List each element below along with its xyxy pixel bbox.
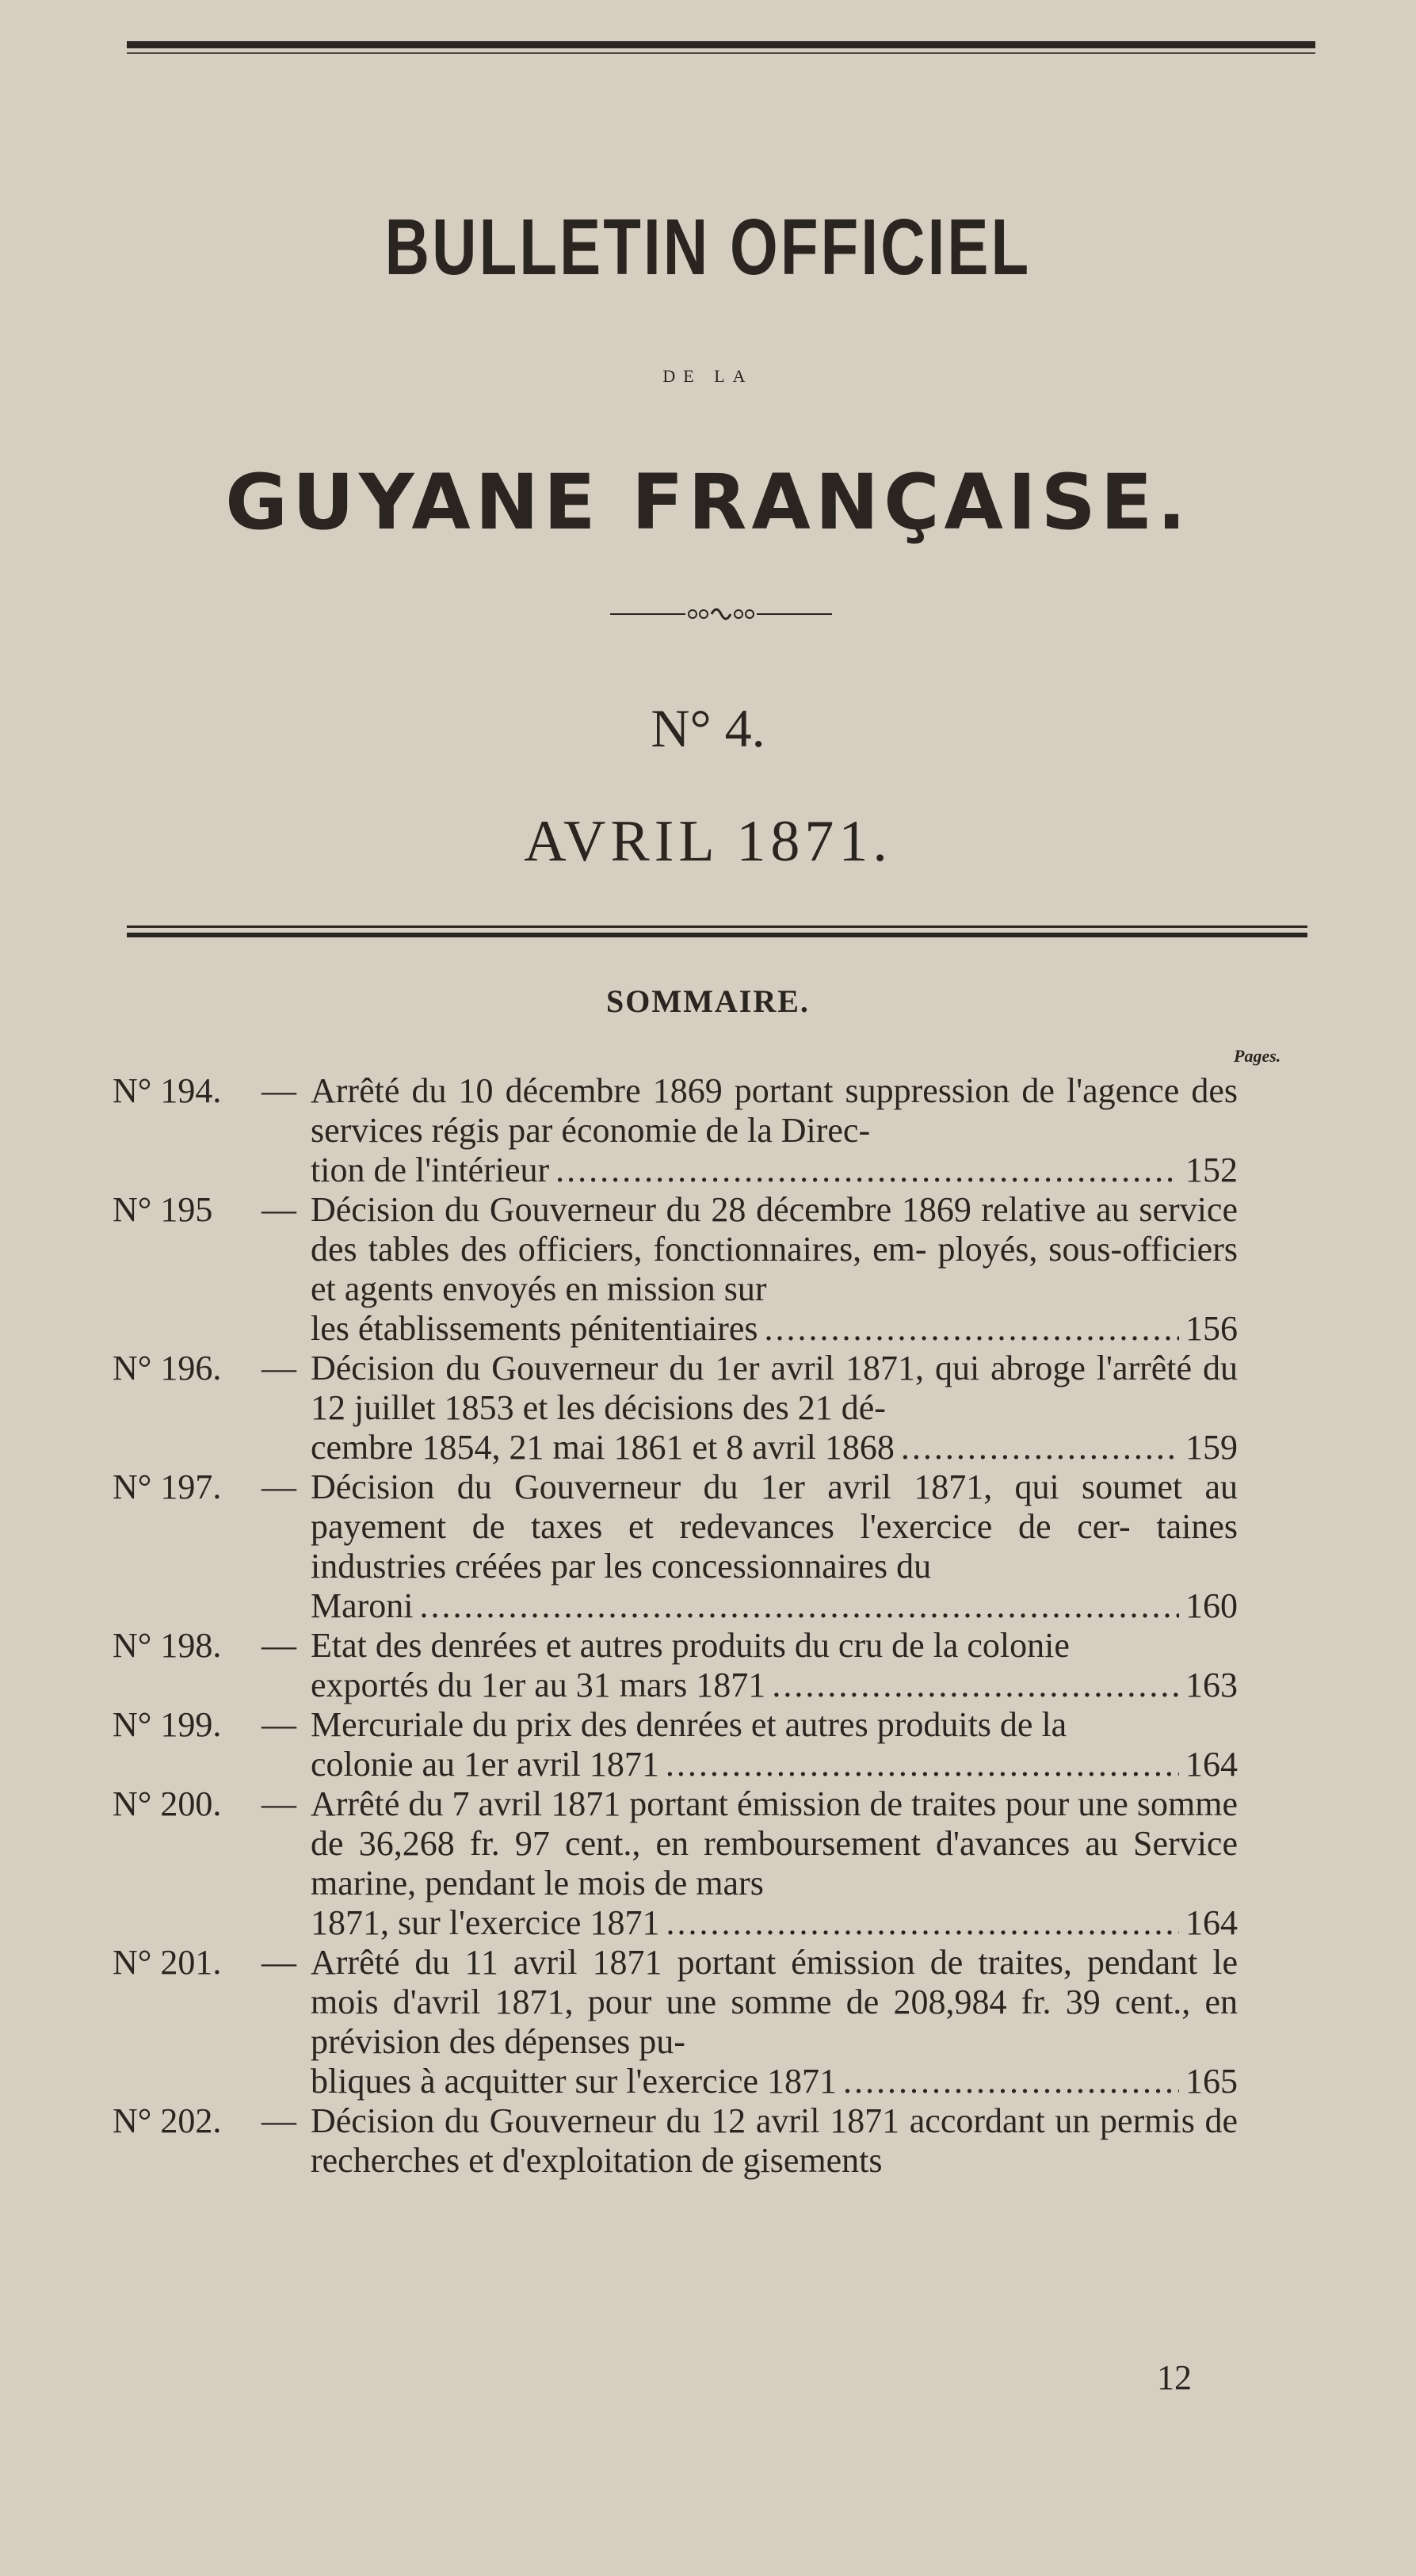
entry-page: 156: [1185, 1309, 1238, 1348]
dot-leader: [666, 1903, 1179, 1943]
entry-number: N° 194.: [113, 1071, 222, 1110]
entry-last-line: tion de l'intérieur: [311, 1151, 550, 1189]
pages-column-label: Pages.: [1234, 1046, 1281, 1066]
entry-number: N° 198.: [113, 1626, 222, 1665]
entry-last-line: Maroni: [311, 1586, 414, 1625]
list-item: [0, 1943, 1416, 2101]
page-folio: 12: [1157, 2358, 1192, 2397]
list-item: [0, 1349, 1416, 1467]
dot-leader: [901, 1428, 1179, 1467]
colony-name: GUYANE FRANÇAISE.: [225, 458, 1191, 547]
list-item: [0, 2101, 1416, 2181]
entry-number: N° 196.: [113, 1349, 222, 1387]
sommaire-list: [0, 1071, 1416, 2181]
entry-dash: —: [261, 1705, 296, 1744]
entry-number: N° 202.: [113, 2101, 222, 2140]
entry-last-line: cembre 1854, 21 mai 1861 et 8 avril 1868: [311, 1428, 895, 1467]
entry-body: Mercuriale du prix des denrées et autres produits de la: [311, 1705, 1067, 1744]
dot-leader: [555, 1151, 1179, 1190]
dot-leader: [420, 1586, 1179, 1626]
entry-dash: —: [261, 1071, 296, 1110]
entry-body: Arrêté du 10 décembre 1869 portant suppression de l'agence des services régis par économie de la Direc-: [311, 1071, 1238, 1150]
bulletin-subtitle: DE LA: [662, 366, 754, 386]
middle-double-rule: [127, 925, 1307, 937]
entry-dash: —: [261, 1943, 296, 1982]
list-item: [0, 1626, 1416, 1705]
sommaire-heading: SOMMAIRE.: [606, 983, 810, 1019]
entry-body: Décision du Gouverneur du 12 avril 1871 accordant un permis de recherches et d'exploitation de gisements: [311, 2101, 1238, 2180]
entry-page: 165: [1185, 2062, 1238, 2101]
entry-page: 159: [1185, 1428, 1238, 1467]
entry-number: N° 201.: [113, 1943, 222, 1982]
issue-number: N° 4.: [651, 698, 765, 758]
entry-body: Etat des denrées et autres produits du cru de la colonie: [311, 1626, 1070, 1665]
entry-dash: —: [261, 1626, 296, 1665]
issue-date: AVRIL 1871.: [524, 809, 892, 874]
entry-number: N° 200.: [113, 1784, 222, 1823]
entry-number: N° 195: [113, 1190, 213, 1229]
entry-body: Arrêté du 7 avril 1871 portant émission de traites pour une somme de 36,268 fr. 97 cent., en remboursement d'avances au Service marine, pendant le mois de mars: [311, 1784, 1238, 1902]
entry-body: Décision du Gouverneur du 28 décembre 1869 relative au service des tables des officiers, fonctionnaires, em- ployés, sous-officiers et agents envoyés en mission sur: [311, 1190, 1238, 1308]
entry-last-line: colonie au 1er avril 1871: [311, 1745, 659, 1784]
ornament-divider: [610, 602, 832, 626]
entry-dash: —: [261, 1349, 296, 1387]
dot-leader: [765, 1309, 1179, 1349]
dot-leader: [772, 1666, 1179, 1705]
entry-page: 163: [1185, 1666, 1238, 1704]
list-item: [0, 1784, 1416, 1943]
entry-dash: —: [261, 1467, 296, 1506]
entry-page: 152: [1185, 1151, 1238, 1189]
entry-dash: —: [261, 2101, 296, 2140]
entry-last-line: bliques à acquitter sur l'exercice 1871: [311, 2062, 837, 2101]
entry-last-line: 1871, sur l'exercice 1871: [311, 1903, 660, 1942]
entry-page: 164: [1185, 1903, 1238, 1942]
entry-number: N° 197.: [113, 1467, 222, 1506]
list-item: [0, 1071, 1416, 1190]
bulletin-title: BULLETIN OFFICIEL: [384, 203, 1032, 292]
entry-page: 160: [1185, 1586, 1238, 1625]
entry-body: Décision du Gouverneur du 1er avril 1871, qui abroge l'arrêté du 12 juillet 1853 et les décisions des 21 dé-: [311, 1349, 1238, 1427]
entry-dash: —: [261, 1784, 296, 1823]
entry-body: Arrêté du 11 avril 1871 portant émission de traites, pendant le mois d'avril 1871, pour une somme de 208,984 fr. 39 cent., en prévision des dépenses pu-: [311, 1943, 1238, 2061]
list-item: [0, 1705, 1416, 1784]
entry-page: 164: [1185, 1745, 1238, 1784]
entry-last-line: les établissements pénitentiaires: [311, 1309, 758, 1348]
list-item: [0, 1190, 1416, 1349]
dot-leader: [843, 2062, 1179, 2101]
entry-dash: —: [261, 1190, 296, 1229]
entry-number: N° 199.: [113, 1705, 222, 1744]
entry-body: Décision du Gouverneur du 1er avril 1871, qui soumet au payement de taxes et redevances l'exercice de cer- taines industries créées par les concessionnaires du: [311, 1467, 1238, 1586]
entry-last-line: exportés du 1er au 31 mars 1871: [311, 1666, 766, 1704]
list-item: [0, 1467, 1416, 1626]
dot-leader: [666, 1745, 1179, 1784]
